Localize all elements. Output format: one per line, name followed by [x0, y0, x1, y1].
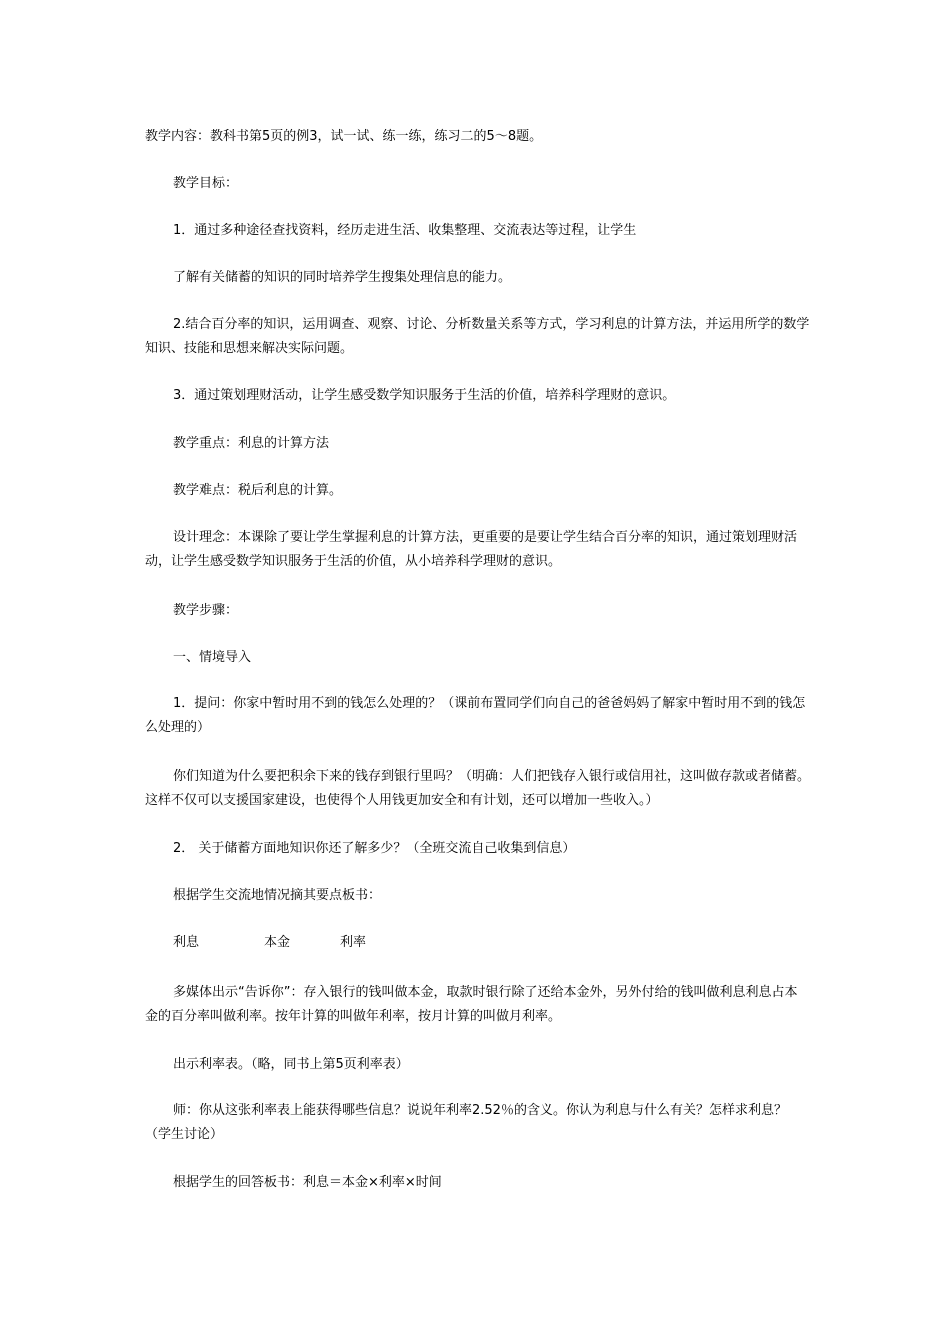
rate-table-line: 出示利率表。（略，同书上第5页利率表） — [173, 1057, 409, 1072]
teaching-goals-heading: 教学目标： — [173, 176, 239, 191]
section-1-heading: 一、情境导入 — [173, 650, 252, 665]
board-notes-intro-line: 根据学生交流地情况摘其要点板书： — [173, 888, 382, 903]
term-principal: 本金 — [264, 935, 291, 950]
design-concept-paragraph: 设计理念：本课除了要让学生掌握利息的计算方法，更重要的是要让学生结合百分率的知识，通过策划理财活动，让学生感受数学知识服务于生活的价值，从小培养科学理财的意识。 — [145, 530, 798, 569]
interest-formula-line: 根据学生的回答板书：利息＝本金×利率×时间 — [173, 1175, 442, 1190]
goal-3-paragraph: 3．通过策划理财活动，让学生感受数学知识服务于生活的价值，培养科学理财的意识。 — [173, 388, 676, 403]
key-point-line: 教学重点：利息的计算方法 — [173, 436, 330, 451]
multimedia-tell-you-paragraph: 多媒体出示“告诉你”：存入银行的钱叫做本金，取款时银行除了还给本金外，另外付给的钱叫做利息利息占本金的百分率叫做利率。按年计算的叫做年利率，按月计算的叫做月利率。 — [145, 985, 798, 1024]
goal-1-line-1: 1．通过多种途径查找资料，经历走进生活、收集整理、交流表达等过程，让学生 — [173, 223, 637, 238]
savings-explanation-paragraph: 你们知道为什么要把积余下来的钱存到银行里吗？（明确：人们把钱存入银行或信用社，这叫做存款或者储蓄。这样不仅可以支援国家建设，也使得个人用钱更加安全和有计划，还可以增加一些收入。） — [145, 769, 811, 808]
teaching-steps-heading: 教学步骤： — [173, 603, 239, 618]
teaching-content-line: 教学内容：教科书第5页的例3，试一试、练一练，练习二的5～8题。 — [145, 129, 543, 144]
term-rate: 利率 — [340, 935, 367, 950]
goal-1-line-2: 了解有关储蓄的知识的同时培养学生搜集处理信息的能力。 — [173, 270, 512, 285]
step-2-question-line: 2． 关于储蓄方面地知识你还了解多少？（全班交流自己收集到信息） — [173, 841, 576, 856]
goal-2-paragraph: 2.结合百分率的知识，运用调查、观察、讨论、分析数量关系等方式，学习利息的计算方法，并运用所学的数学知识、技能和思想来解决实际问题。 — [145, 317, 810, 356]
term-interest: 利息 — [173, 935, 200, 950]
teacher-question-paragraph: 师：你从这张利率表上能获得哪些信息？说说年利率2.52％的含义。你认为利息与什么有关？怎样求利息？（学生讨论） — [145, 1103, 787, 1142]
difficulty-line: 教学难点：税后利息的计算。 — [173, 483, 343, 498]
step-1-question-paragraph: 1．提问：你家中暂时用不到的钱怎么处理的？（课前布置同学们向自己的爸爸妈妈了解家中暂时用不到的钱怎么处理的） — [145, 696, 806, 735]
